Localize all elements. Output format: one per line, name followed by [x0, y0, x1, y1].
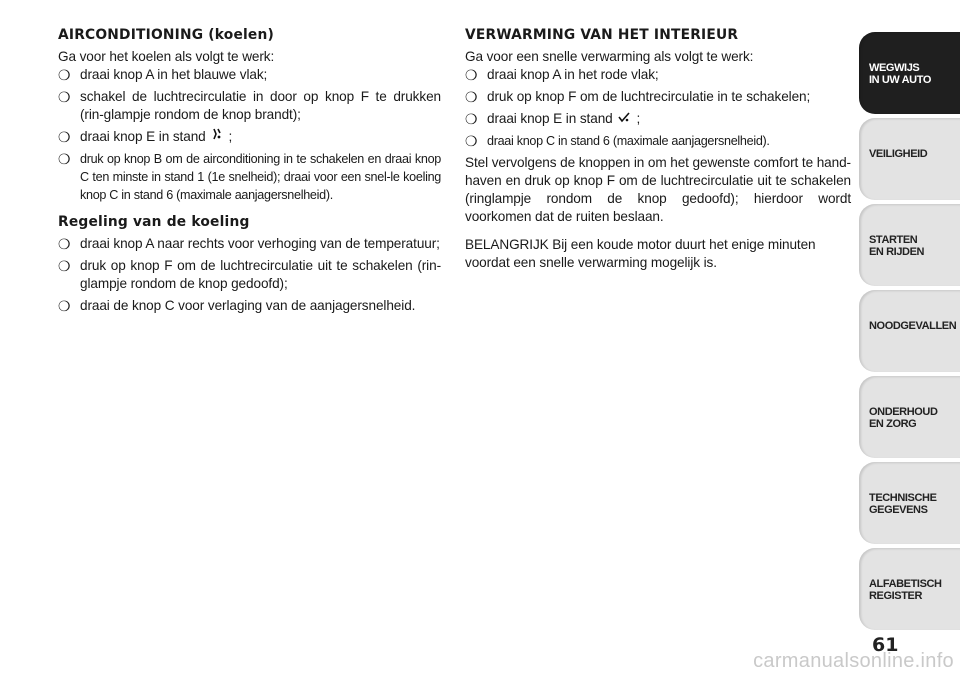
bullet-icon: ❍	[465, 89, 478, 105]
tab-onderhoud[interactable]: ONDERHOUD EN ZORG	[859, 376, 960, 458]
section-heading-verwarming: VERWARMING VAN HET INTERIEUR	[465, 27, 739, 43]
paragraph-settings: Stel vervolgens de knoppen in om het gewenste comfort te hand-haven en druk op knop F om de luchtrecirculatie uit te schakelen (ringlampje rondom de knop gedoofd); hierdoor wordt voorkomen dat de ruiten beslaan.	[465, 155, 851, 224]
cooling-steps-list	[58, 66, 441, 204]
list-item: ❍ druk op knop F om de luchtrecirculatie uit te schakelen (rin-glampje rondom de knop gedoofd);	[58, 258, 441, 291]
bullet-icon: ❍	[58, 89, 71, 105]
list-item: ❍ druk op knop F om de luchtrecirculatie in te schakelen;	[465, 89, 811, 105]
vent-feet-icon	[616, 112, 636, 126]
bullet-icon: ❍	[58, 129, 71, 145]
bullet-icon: ❍	[58, 298, 71, 314]
tab-noodgevallen[interactable]: NOODGEVALLEN	[859, 290, 960, 372]
bullet-icon: ❍	[58, 236, 71, 252]
tab-wegwijs[interactable]: WEGWIJS IN UW AUTO	[859, 32, 960, 114]
page-number: 61	[872, 634, 899, 656]
regulation-steps-list	[58, 235, 441, 315]
list-item: ❍ druk op knop B om de airconditioning in te schakelen en draai knop C ten minste in stand 1 (1e snelheid); draai voor een snel-le koeling knop C in stand 6 (maximale aanjagersnelheid).	[58, 151, 441, 202]
bullet-icon: ❍	[465, 111, 478, 127]
intro-text: Ga voor het koelen als volgt te werk:	[58, 49, 275, 64]
bullet-icon: ❍	[58, 67, 71, 83]
list-item: ❍ draai knop C in stand 6 (maximale aanjagersnelheid).	[465, 133, 770, 149]
bullet-icon: ❍	[465, 67, 478, 83]
list-item: ❍ draai de knop C voor verlaging van de aanjagersnelheid.	[58, 298, 416, 314]
list-item: ❍ draai knop E in stand ;	[465, 111, 641, 127]
tab-technische[interactable]: TECHNISCHE GEGEVENS	[859, 462, 960, 544]
intro-text: Ga voor een snelle verwarming als volgt te werk:	[465, 49, 754, 64]
list-item: ❍ schakel de luchtrecirculatie in door op knop F te drukken (rin-glampje rondom de knop brandt);	[58, 89, 441, 122]
bullet-icon: ❍	[58, 151, 71, 167]
right-column	[465, 26, 851, 272]
list-item: ❍ draai knop A naar rechts voor verhoging van de temperatuur;	[58, 236, 440, 252]
bullet-icon: ❍	[58, 258, 71, 274]
left-column	[58, 26, 441, 319]
list-item: ❍ draai knop E in stand ;	[58, 129, 233, 145]
tab-alfabetisch[interactable]: ALFABETISCH REGISTER	[859, 548, 960, 630]
paragraph-important: BELANGRIJK Bij een koude motor duurt het enige minuten voordat een snelle verwarming mogelijk is.	[465, 237, 816, 270]
section-heading-airconditioning: AIRCONDITIONING (koelen)	[58, 27, 275, 43]
tab-starten[interactable]: STARTEN EN RIJDEN	[859, 204, 960, 286]
vent-face-feet-icon	[209, 130, 228, 144]
section-heading-regeling: Regeling van de koeling	[58, 214, 250, 230]
bullet-icon: ❍	[465, 133, 478, 149]
tab-veiligheid[interactable]: VEILIGHEID	[859, 118, 960, 200]
watermark: carmanualsonline.info	[753, 650, 954, 672]
list-item: ❍ draai knop A in het rode vlak;	[465, 67, 659, 83]
list-item: ❍ draai knop A in het blauwe vlak;	[58, 67, 268, 83]
heating-steps-list	[465, 66, 851, 150]
